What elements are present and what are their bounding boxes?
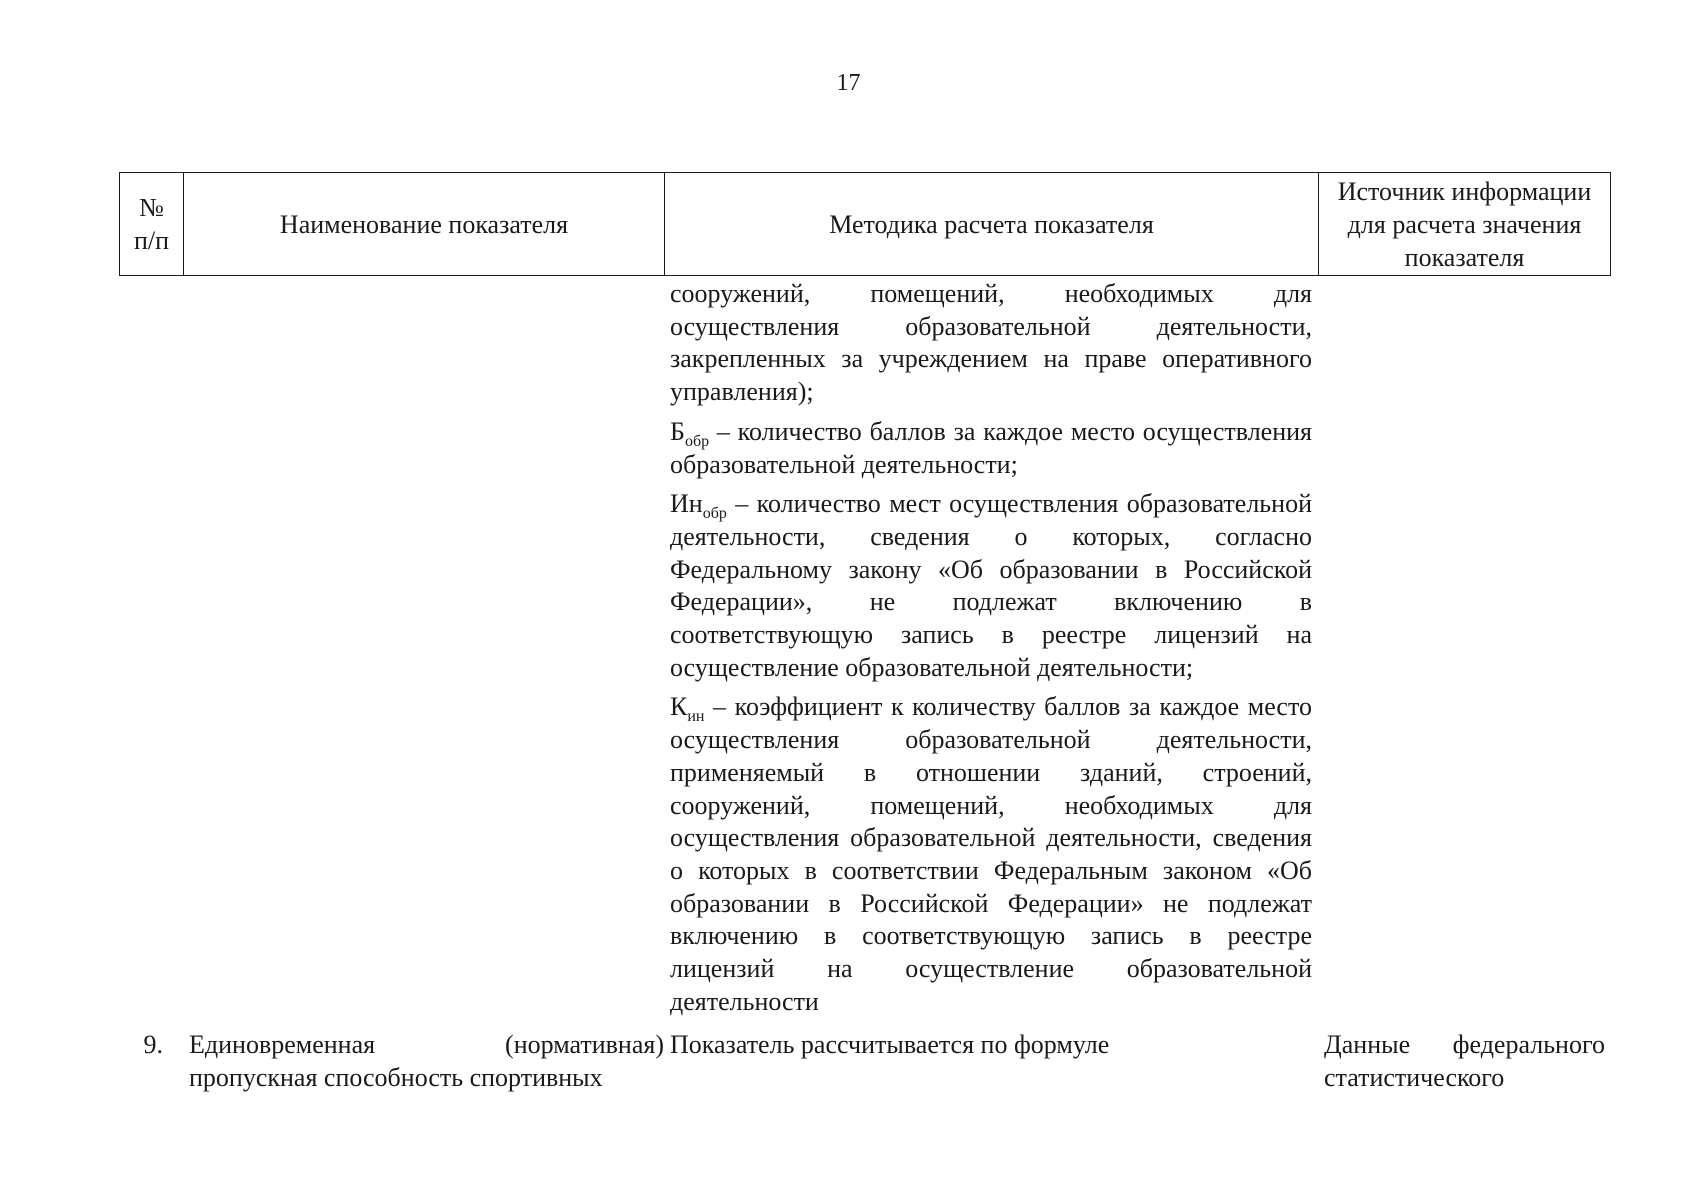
row-name-empty: [183, 278, 664, 1025]
header-num-text: № п/п: [133, 193, 170, 255]
header-method: [665, 173, 1319, 275]
symbol-in-sub: обр: [702, 505, 727, 523]
symbol-in: Ин: [670, 489, 703, 519]
method-paragraph-2-text: – количество баллов за каждое место осуществления образовательной деятельности;: [670, 416, 1312, 479]
row-source-empty: [1318, 278, 1609, 1025]
method-paragraph-1: сооружений, помещений, необходимых для осуществления образовательной деятельности, закрепленных за учреждением на праве оперативного управления);: [670, 279, 1312, 407]
indicator-table: [119, 172, 1611, 1095]
row-9-name: Единовременная (нормативная) пропускная способность спортивных: [189, 1030, 664, 1093]
symbol-b: Б: [670, 416, 685, 446]
header-source: [1319, 173, 1610, 275]
header-name: [184, 173, 665, 275]
header-method-text: Методика расчета показателя: [829, 209, 1154, 239]
symbol-b-sub: обр: [684, 433, 710, 450]
table-row: [119, 1029, 1611, 1094]
header-name-text: Наименование показателя: [279, 209, 569, 239]
row-9-method: Показатель рассчитывается по формуле: [670, 1030, 1110, 1060]
row-9-source: Данные федерального статистического: [1324, 1030, 1605, 1093]
row-9-num: 9.: [143, 1030, 163, 1060]
method-paragraph-2: [670, 416, 1312, 481]
method-paragraph-4: [670, 691, 1312, 1018]
table-row: [119, 276, 1611, 1025]
method-cell: [664, 278, 1318, 1025]
table-header: [119, 172, 1611, 276]
method-paragraph-4-text: – коэффициент к количеству баллов за каждое место осуществления образовательной деятельности, применяемый в отношении зданий, строений, сооружений, помещений, необходимых для осуществления образовательной деятельности, сведения о которых в соответствии Федеральным законом «Об образовании в Российской Федерации» не подлежат включению в соответствующую запись в реестре лицензий на осуществление образовательной деятельности: [670, 692, 1312, 1016]
header-num: [120, 173, 184, 275]
method-paragraph-3-text: – количество мест осуществления образовательной деятельности, сведения о которых, согласно Федеральному закону «Об образовании в Российской Федерации», не подлежат включению в соответствующую запись в реестре лицензий на осуществление образовательной деятельности;: [670, 489, 1312, 682]
page-number: 17: [836, 70, 861, 96]
method-paragraph-3: [670, 488, 1312, 684]
row-num-empty: [119, 278, 183, 1025]
symbol-k-sub: ин: [687, 708, 705, 726]
symbol-k: К: [670, 692, 688, 722]
header-source-text: Источник информации для расчета значения показателя: [1337, 176, 1592, 272]
